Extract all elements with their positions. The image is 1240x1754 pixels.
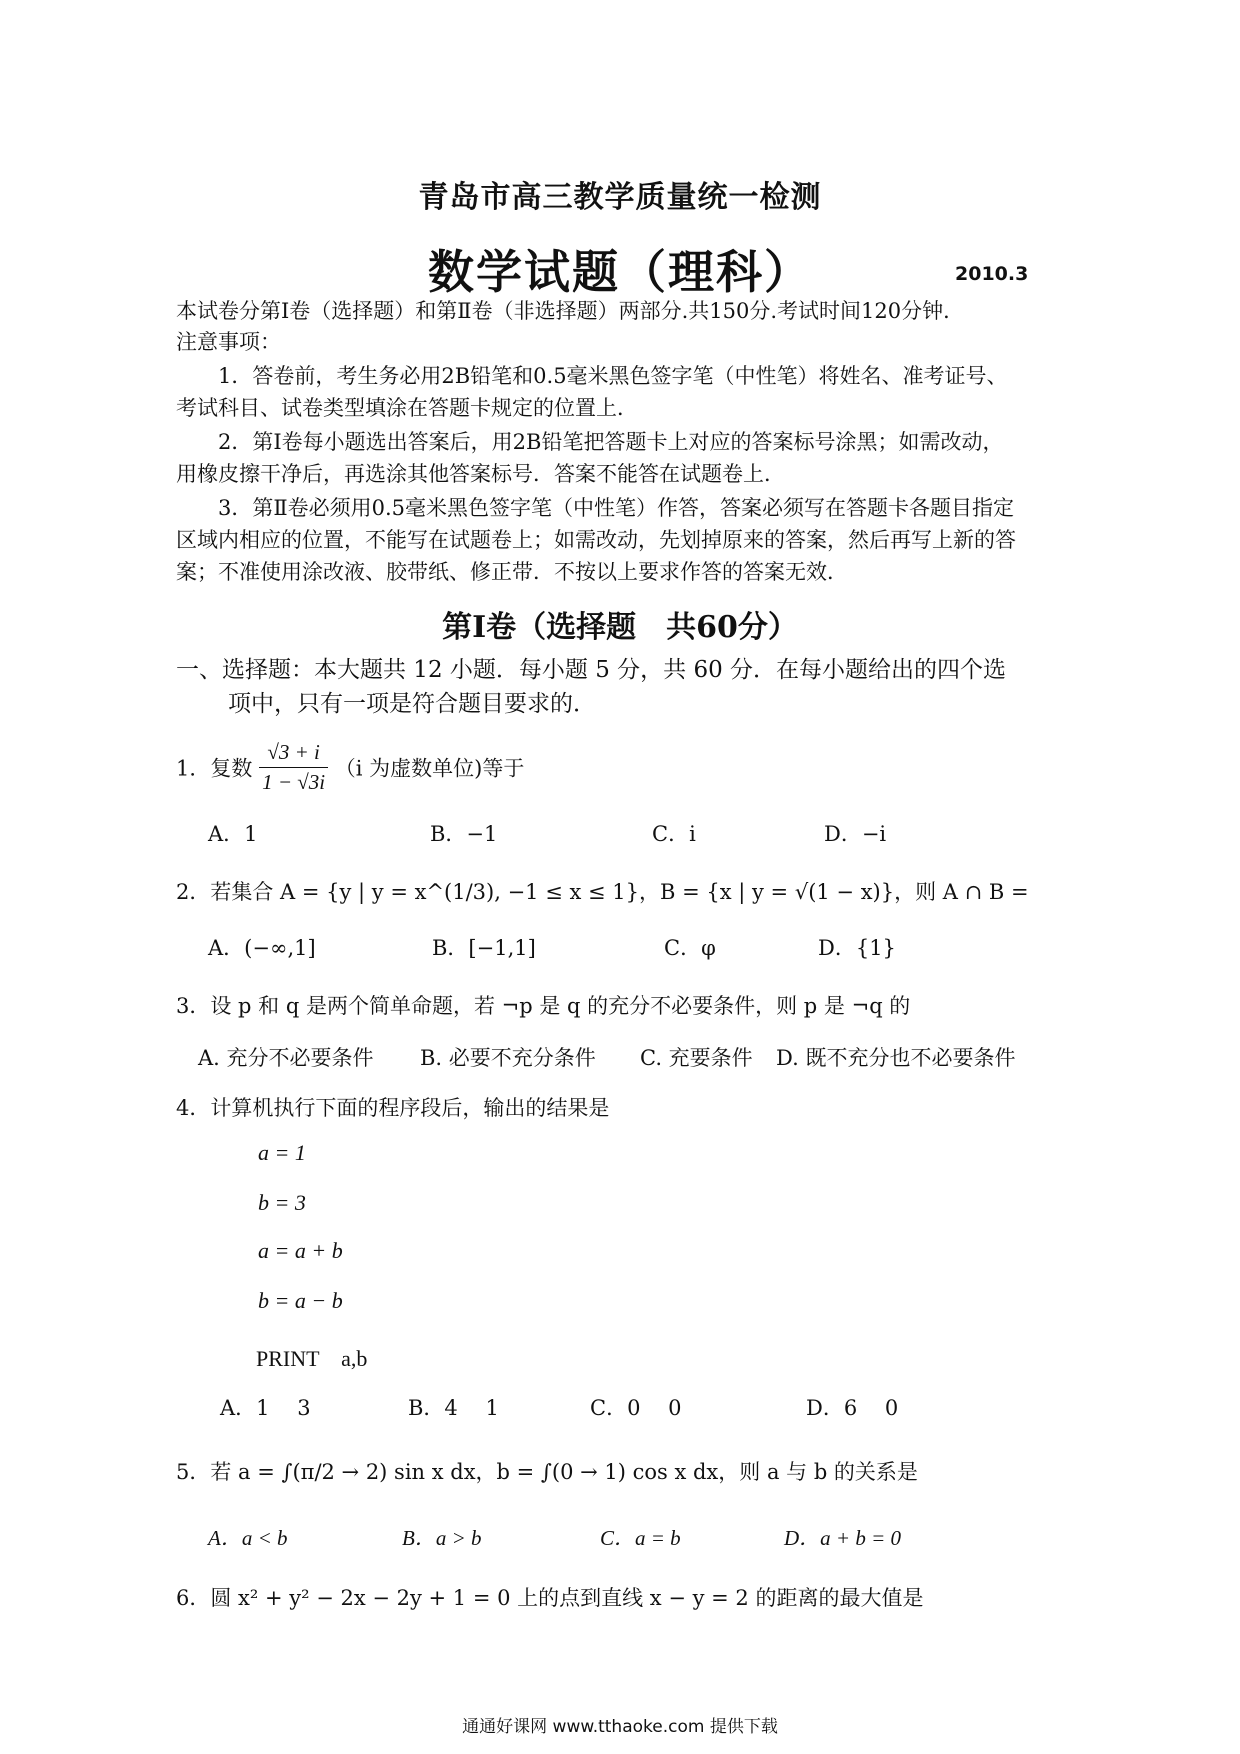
- q4-option-d: D．6 0: [806, 1396, 899, 1420]
- notice-3a: 3．第Ⅱ卷必须用0.5毫米黑色签字笔（中性笔）作答，答案必须写在答题卡各题目指定: [218, 496, 1015, 520]
- q3-option-c: C. 充要条件: [640, 1046, 753, 1070]
- section-heading: 第Ⅰ卷（选择题 共60分）: [442, 610, 798, 645]
- q2-option-c: C．φ: [664, 936, 716, 960]
- q4-code-line-1: a = 1: [258, 1140, 306, 1165]
- notice-3c: 案；不准使用涂改液、胶带纸、修正带．不按以上要求作答的答案无效．: [176, 560, 848, 584]
- exam-date: 2010.3: [955, 263, 1029, 285]
- intro-line: 本试卷分第Ⅰ卷（选择题）和第Ⅱ卷（非选择题）两部分.共150分.考试时间120分钟．: [176, 299, 965, 323]
- q4-code-line-3: a = a + b: [258, 1238, 343, 1263]
- q4-code-line-2: b = 3: [258, 1190, 306, 1215]
- notice-2a: 2．第Ⅰ卷每小题选出答案后，用2B铅笔把答题卡上对应的答案标号涂黑；如需改动，: [218, 430, 1004, 454]
- q4-option-c: C．0 0: [590, 1396, 682, 1420]
- q1-suffix: （i 为虚数单位)等于: [334, 756, 525, 781]
- notice-3b: 区域内相应的位置，不能写在试题卷上；如需改动，先划掉原来的答案，然后再写上新的答: [176, 528, 1016, 552]
- q1-option-b: B．−1: [430, 822, 498, 846]
- q3-option-b: B. 必要不充分条件: [420, 1046, 596, 1070]
- q1-prefix: 1．复数: [176, 756, 253, 781]
- notice-label: 注意事项：: [176, 330, 281, 354]
- q2-option-d: D．{1}: [818, 936, 896, 960]
- q4-code-line-4: b = a − b: [258, 1288, 343, 1313]
- question-1: [176, 740, 524, 795]
- exam-subtitle: 数学试题（理科）: [428, 245, 812, 299]
- question-5: 5．若 a = ∫(π/2 → 2) sin x dx，b = ∫(0 → 1) cos x dx，则 a 与 b 的关系是: [176, 1460, 918, 1484]
- section-desc-b: 项中，只有一项是符合题目要求的．: [228, 691, 596, 717]
- question-2: 2．若集合 A = {y | y = x^(1/3), −1 ≤ x ≤ 1}，B = {x | y = √(1 − x)}，则 A ∩ B =: [176, 880, 1029, 904]
- q1-numerator: √3 + i: [259, 740, 328, 768]
- q3-option-a: A. 充分不必要条件: [198, 1046, 374, 1070]
- q2-option-b: B．[−1,1]: [432, 936, 536, 960]
- q5-option-b: B．a > b: [402, 1526, 482, 1550]
- q1-option-c: C．i: [652, 822, 696, 846]
- q1-denominator: 1 − √3i: [262, 770, 326, 794]
- q1-option-a: A．1: [208, 822, 258, 846]
- q5-option-c: C．a = b: [600, 1526, 681, 1550]
- q4-option-a: A．1 3: [220, 1396, 311, 1420]
- question-6: 6．圆 x² + y² − 2x − 2y + 1 = 0 上的点到直线 x − y = 2 的距离的最大值是: [176, 1586, 924, 1610]
- q1-fraction: [259, 740, 328, 795]
- notice-2b: 用橡皮擦干净后，再选涂其他答案标号．答案不能答在试题卷上．: [176, 462, 785, 486]
- q5-option-d: D．a + b = 0: [784, 1526, 902, 1550]
- q3-option-d: D. 既不充分也不必要条件: [776, 1046, 1016, 1070]
- q5-option-a: A．a < b: [208, 1526, 288, 1550]
- question-3: 3．设 p 和 q 是两个简单命题，若 ¬p 是 q 的充分不必要条件，则 p 是 ¬q 的: [176, 994, 911, 1018]
- exam-title: 青岛市高三教学质量统一检测: [418, 180, 822, 215]
- q4-code-line-5: PRINT a,b: [256, 1346, 368, 1371]
- q4-option-b: B．4 1: [408, 1396, 499, 1420]
- q1-option-d: D．−i: [824, 822, 887, 846]
- q2-option-a: A．(−∞,1]: [208, 936, 316, 960]
- question-4: 4．计算机执行下面的程序段后，输出的结果是: [176, 1096, 610, 1120]
- section-desc-a: 一、选择题：本大题共 12 小题．每小题 5 分，共 60 分．在每小题给出的四个选: [176, 657, 1007, 683]
- footer-credit: 通通好课网 www.tthaoke.com 提供下载: [462, 1717, 778, 1737]
- notice-1a: 1．答卷前，考生务必用2B铅笔和0.5毫米黑色签字笔（中性笔）将姓名、准考证号、: [218, 364, 1008, 388]
- notice-1b: 考试科目、试卷类型填涂在答题卡规定的位置上．: [176, 396, 638, 420]
